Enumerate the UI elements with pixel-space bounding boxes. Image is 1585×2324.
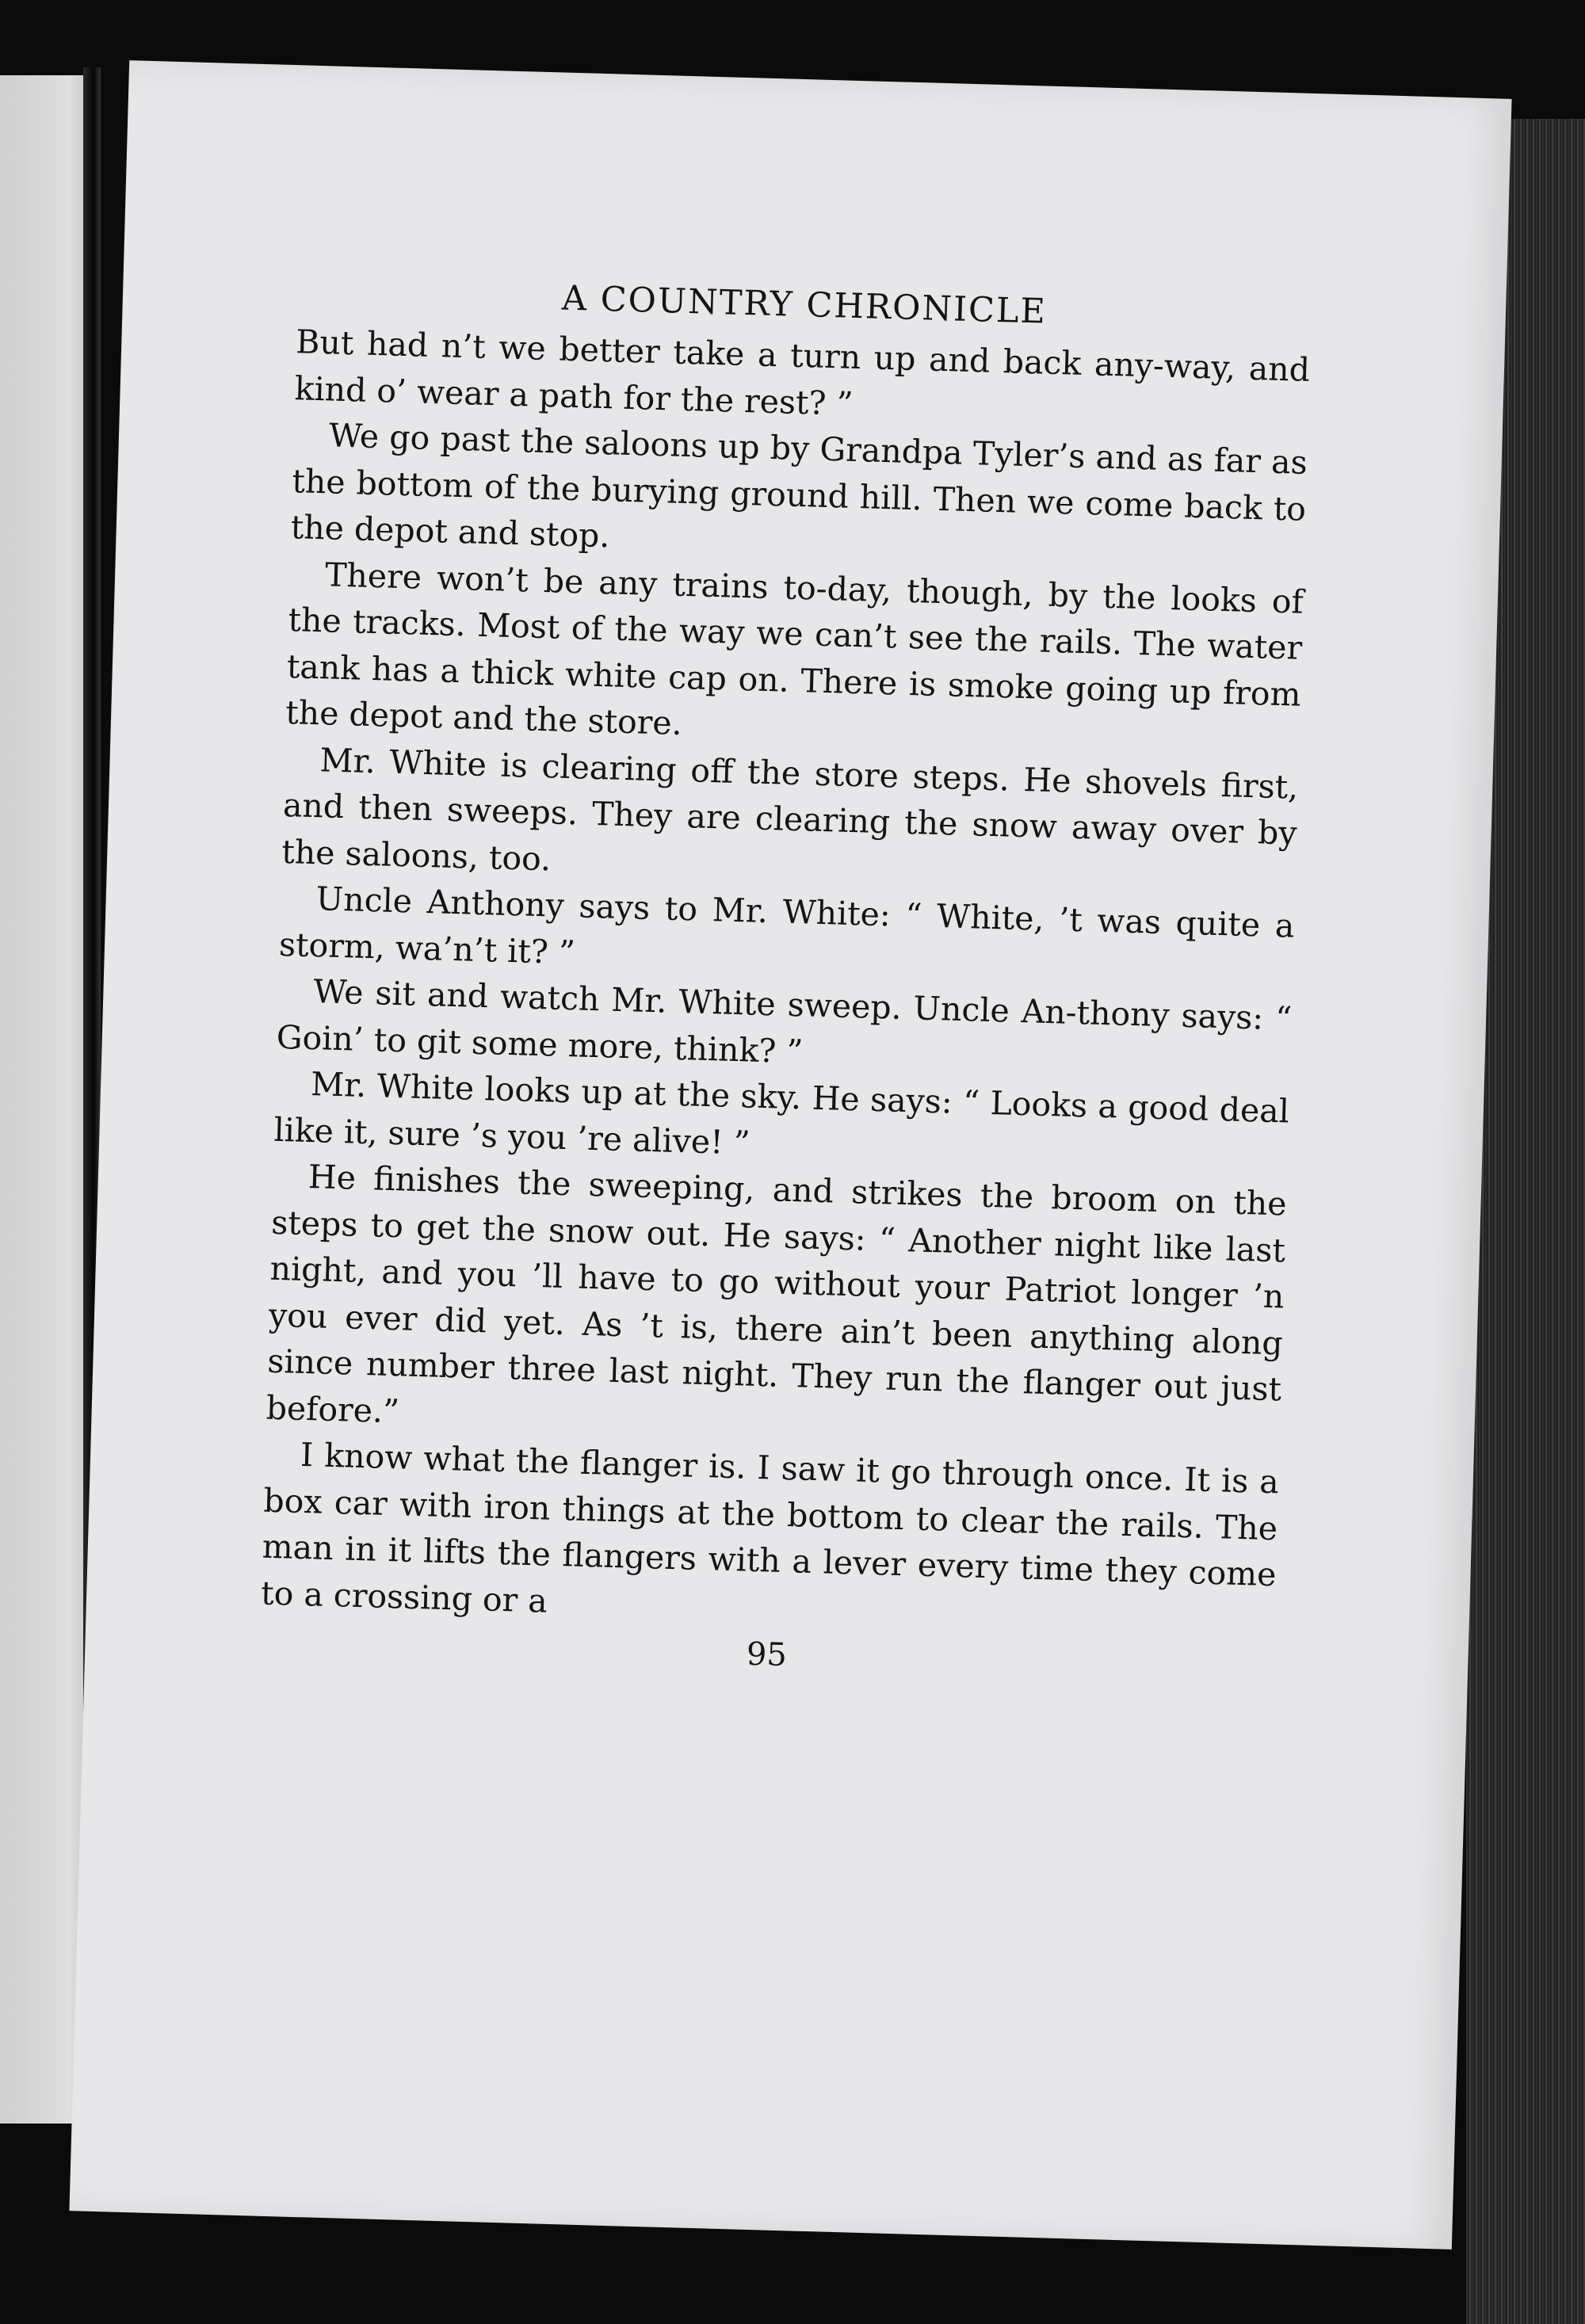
page-number: 95 (746, 1635, 788, 1674)
paragraph: We go past the saloons up by Grandpa Tyler’s and as far as the bottom of the burying ground hill. Then we come back to the depot and stop. (290, 416, 1308, 555)
paragraph: But had n’t we better take a turn up and back any-way, and kind o’ wear a path for the rest? ” (294, 322, 1311, 423)
running-head: A COUNTRY CHRONICLE (561, 278, 1048, 332)
book-page (69, 60, 1511, 2250)
paragraph: Mr. White is clearing off the store steps. He shovels first, and then sweeps. They are clearing the snow away over by the saloons, too. (281, 740, 1299, 878)
paragraph: I know what the flanger is. I saw it go through once. It is a box car with iron things at the bottom to clear the rails. The man in it lifts the flangers with a lever every time they come to a crossing or a (260, 1435, 1280, 1620)
paragraph: There won’t be any trains to-day, though, by the looks of the tracks. Most of the way we can’t see the rails. The water tank has a thick white cap on. There is smoke going up from the depot and the store. (285, 555, 1304, 742)
paragraph: We sit and watch Mr. White sweep. Uncle An-thony says: “ Goin’ to git some more, think? ” (276, 972, 1293, 1070)
paragraph: Mr. White looks up at the sky. He says: “ Looks a good deal like it, sure ’s you ’re alive! ” (273, 1065, 1290, 1162)
paragraph: He finishes the sweeping, and strikes the broom on the steps to get the snow out. He says: “ Another night like last night, and you ’ll have to go without your Patriot longer ’n you ever did yet. As ’t is, there ain’t been anything along since number three last night. They run the flanger out just before.” (265, 1158, 1288, 1430)
paragraph: Uncle Anthony says to Mr. White: “ White, ’t was quite a storm, wa’n’t it? ” (278, 880, 1295, 971)
text-block (259, 263, 1312, 1692)
